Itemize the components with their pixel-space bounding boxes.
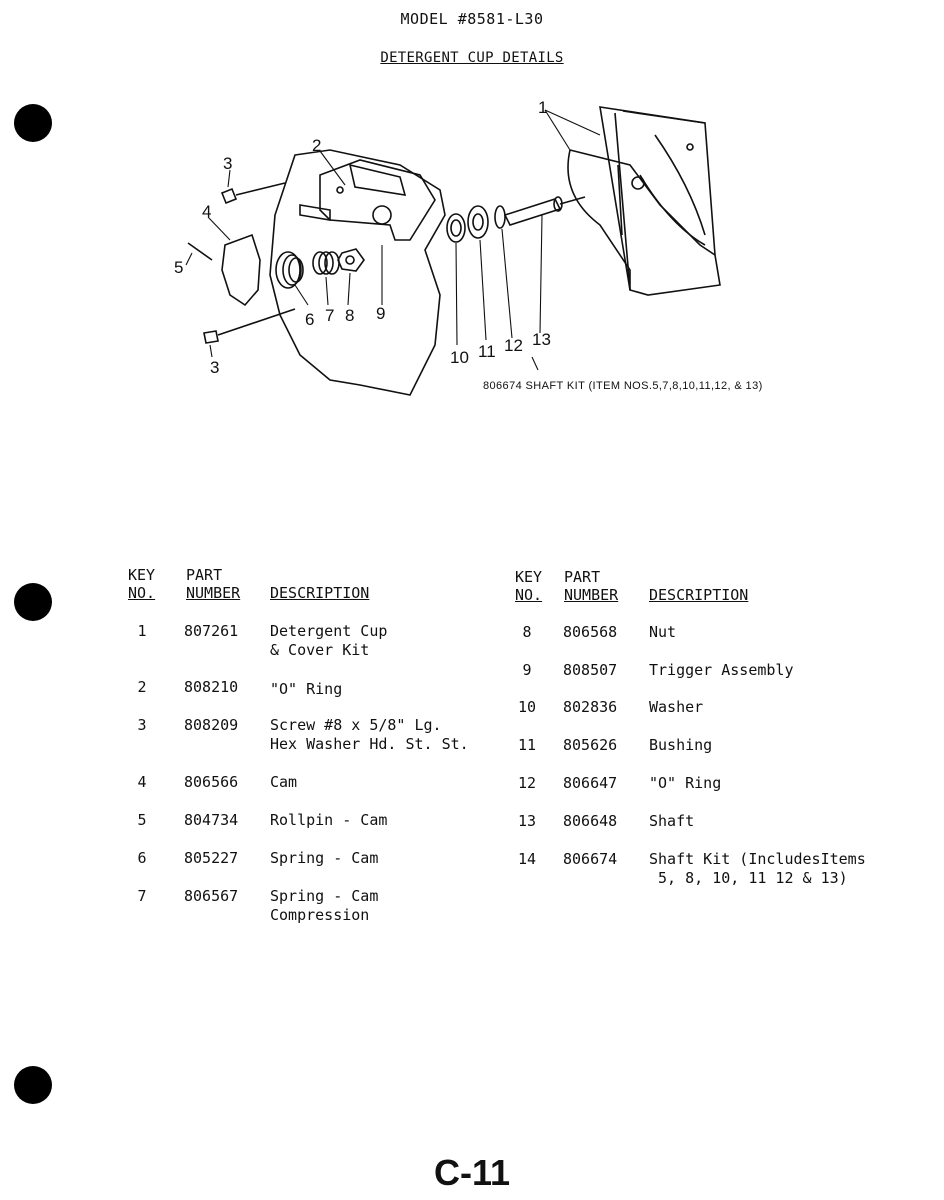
- callout-13: 13: [532, 330, 551, 349]
- part-description: Detergent Cup & Cover Kit: [270, 622, 388, 659]
- spring-cam-drawing: [276, 252, 303, 288]
- part-header-line2: NUMBER: [186, 584, 241, 602]
- part-number: 806566: [184, 773, 239, 791]
- key-number: 13: [517, 812, 537, 830]
- part-header: [186, 566, 240, 602]
- compression-spring-drawing: [313, 252, 339, 274]
- table-row: [120, 849, 500, 873]
- part-description: Spring - Cam Compression: [270, 887, 379, 924]
- parts-table-right: [505, 566, 905, 887]
- callout-10: 10: [450, 348, 469, 367]
- key-header-line1: KEY: [128, 566, 156, 584]
- callout-11: 11: [478, 342, 496, 361]
- washer-drawing: [447, 214, 465, 242]
- part-number: 806647: [563, 774, 618, 792]
- key-number: 5: [137, 811, 147, 829]
- part-description: Trigger Assembly: [649, 661, 794, 679]
- page-title-text: DETERGENT CUP DETAILS: [380, 50, 564, 66]
- cam-drawing: [222, 235, 260, 305]
- table-row: [505, 812, 905, 836]
- key-header-line2: NO.: [128, 584, 156, 602]
- screw-top-drawing: [222, 183, 285, 203]
- part-number: 808507: [563, 661, 618, 679]
- part-number: 802836: [563, 698, 618, 716]
- table-row: [120, 811, 500, 835]
- part-description: Shaft Kit (IncludesItems 5, 8, 10, 11 12 & 13): [649, 850, 866, 887]
- key-header-line2: NO.: [515, 586, 543, 604]
- description-header: DESCRIPTION: [270, 584, 370, 602]
- key-header: [515, 568, 542, 604]
- part-description: Shaft: [649, 812, 695, 830]
- part-number: 808210: [184, 678, 239, 696]
- part-description: Bushing: [649, 736, 713, 754]
- key-number: 3: [137, 716, 147, 734]
- part-header-line1: PART: [564, 568, 601, 586]
- part-description: "O" Ring: [270, 680, 343, 698]
- part-description: Rollpin - Cam: [270, 811, 388, 829]
- table-row: [120, 678, 500, 702]
- key-number: 8: [522, 623, 532, 641]
- callout-5: 5: [174, 258, 184, 277]
- trigger-assembly-drawing: [270, 150, 445, 395]
- part-description: "O" Ring: [649, 774, 722, 792]
- callout-8: 8: [345, 306, 355, 325]
- callout-2: 2: [312, 136, 322, 155]
- table-row: [120, 887, 500, 927]
- table-row: [505, 736, 905, 760]
- part-description: Cam: [270, 773, 298, 791]
- key-number: 2: [137, 678, 147, 696]
- part-header-line2: NUMBER: [564, 586, 619, 604]
- part-number: 805227: [184, 849, 239, 867]
- part-number: 805626: [563, 736, 618, 754]
- table-row: [505, 774, 905, 798]
- key-number: 11: [517, 736, 537, 754]
- part-header: [564, 568, 618, 604]
- key-number: 12: [517, 774, 537, 792]
- part-number: 808209: [184, 716, 239, 734]
- callout-9: 9: [376, 304, 386, 323]
- key-number: 7: [137, 887, 147, 905]
- parts-table-left: [120, 566, 500, 924]
- key-header-line1: KEY: [515, 568, 543, 586]
- table-row: [505, 698, 905, 722]
- callout-3-bottom: 3: [210, 358, 220, 377]
- table-row: [505, 623, 905, 647]
- part-number: 806674: [563, 850, 618, 868]
- binder-hole-top: [14, 104, 52, 142]
- key-number: 1: [137, 622, 147, 640]
- table-row: [120, 622, 500, 662]
- part-number: 806568: [563, 623, 618, 641]
- part-description: Washer: [649, 698, 704, 716]
- key-number: 6: [137, 849, 147, 867]
- page-number: C-11: [433, 1152, 511, 1193]
- callout-4: 4: [202, 202, 212, 221]
- shaft-drawing: [505, 197, 585, 225]
- callout-12: 12: [504, 336, 523, 355]
- key-number: 10: [517, 698, 537, 716]
- o-ring-drawing: [495, 206, 505, 228]
- part-header-line1: PART: [186, 566, 223, 584]
- part-description: Spring - Cam: [270, 849, 379, 867]
- part-description: Nut: [649, 623, 677, 641]
- table-row: [120, 773, 500, 797]
- shaft-kit-caption: 806674 SHAFT KIT (ITEM NOS.5,7,8,10,11,12, & 13): [483, 380, 763, 392]
- page-title: [0, 50, 944, 66]
- nut-drawing: [338, 249, 364, 271]
- binder-hole-middle: [14, 583, 52, 621]
- screw-bottom-drawing: [204, 309, 295, 343]
- key-number: 14: [517, 850, 537, 868]
- part-number: 806648: [563, 812, 618, 830]
- detergent-cup-cover-drawing: [568, 107, 720, 295]
- table-row: [120, 716, 500, 756]
- part-number: 804734: [184, 811, 239, 829]
- table-row: [505, 850, 905, 890]
- binder-hole-bottom: [14, 1066, 52, 1104]
- table-row: [505, 661, 905, 685]
- table-header: [505, 566, 905, 608]
- key-header: [128, 566, 155, 602]
- part-number: 807261: [184, 622, 239, 640]
- rollpin-drawing: [188, 243, 212, 260]
- part-description: Screw #8 x 5/8" Lg. Hex Washer Hd. St. St.: [270, 716, 469, 753]
- callout-1: 1: [538, 98, 548, 117]
- key-number: 4: [137, 773, 147, 791]
- callout-7: 7: [325, 306, 335, 325]
- exploded-parts-diagram: [160, 95, 840, 415]
- callout-6: 6: [305, 310, 315, 329]
- bushing-drawing: [468, 206, 488, 238]
- table-header: [120, 566, 500, 608]
- callout-3-top: 3: [223, 154, 233, 173]
- part-number: 806567: [184, 887, 239, 905]
- model-heading: MODEL #8581-L30: [400, 10, 544, 28]
- description-header: DESCRIPTION: [649, 586, 749, 604]
- key-number: 9: [522, 661, 532, 679]
